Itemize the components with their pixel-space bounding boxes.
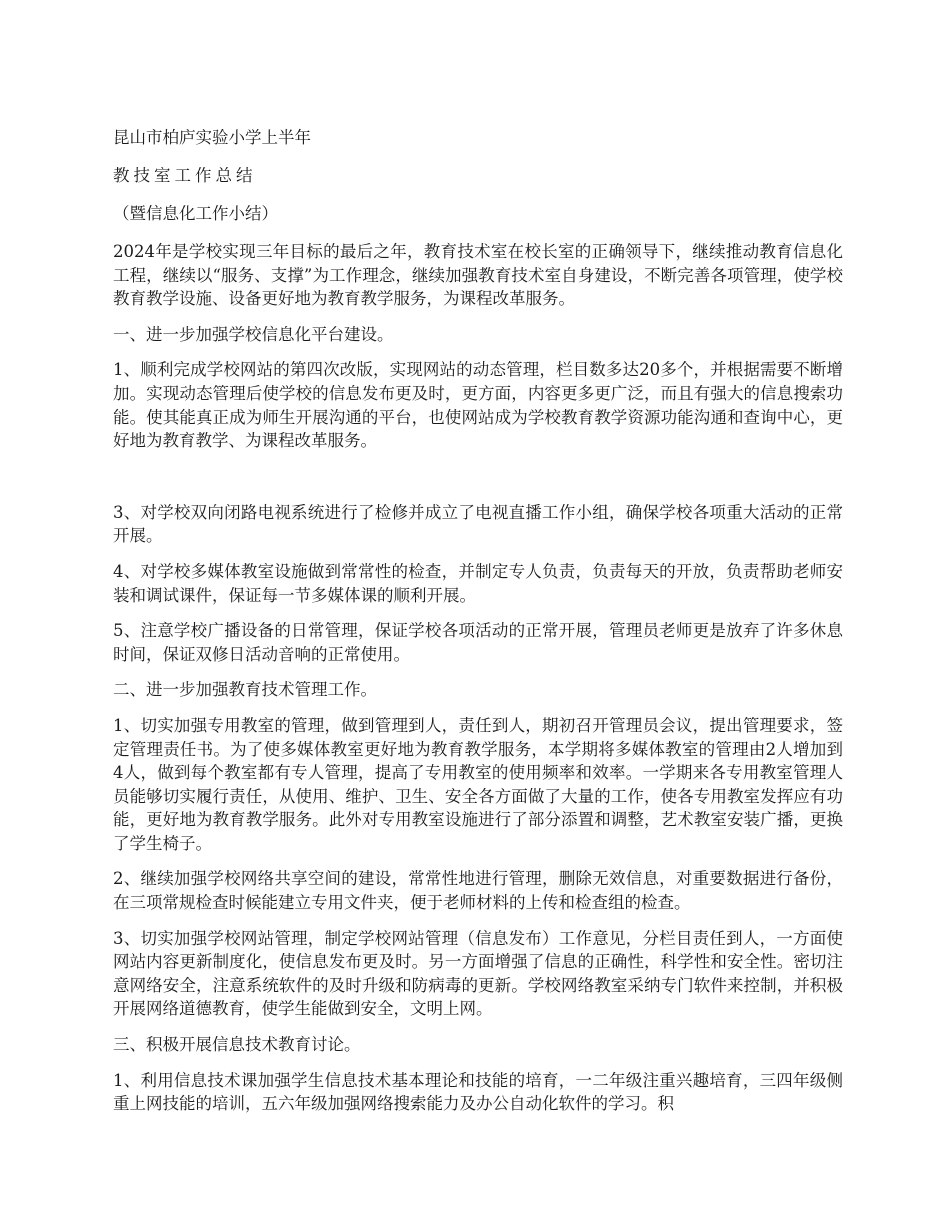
document-page <box>113 126 843 1128</box>
section-2-item-2: 2、继续加强学校网络共享空间的建设，常常性地进行管理，删除无效信息，对重要数据进行备份，在三项常规检查时候能建立专用文件夹，便于老师材料的上传和检查组的检查。 <box>113 869 843 913</box>
intro-paragraph: 2024年是学校实现三年目标的最后之年，教育技术室在校长室的正确领导下，继续推动教育信息化工程，继续以“服务、支撑”为工作理念，继续加强教育技术室自身建设，不断完善各项管理，使学校教育教学设施、设备更好地为教育教学服务，为课程改革服务。 <box>113 242 843 309</box>
section-1-item-4: 4、对学校多媒体教室设施做到常常性的检查，并制定专人负责，负责每天的开放，负责帮助老师安装和调试课件，保证每一节多媒体课的顺利开展。 <box>113 561 843 605</box>
section-1-heading: 一、进一步加强学校信息化平台建设。 <box>113 324 394 344</box>
section-3-item-1: 1、利用信息技术课加强学生信息技术基本理论和技能的培育，一二年级注重兴趣培育，三四年级侧重上网技能的培训，五六年级加强网络搜索能力及办公自动化软件的学习。积 <box>113 1070 843 1114</box>
section-1-item-3: 3、对学校双向闭路电视系统进行了检修并成立了电视直播工作小组，确保学校各项重大活动的正常开展。 <box>113 502 843 546</box>
doc-subtitle: （暨信息化工作小结） <box>113 204 278 223</box>
section-2-heading: 二、进一步加强教育技术管理工作。 <box>113 680 377 700</box>
section-1-item-1: 1、顺利完成学校网站的第四次改版，实现网站的动态管理，栏目数多达20多个，并根据需要不断增加。实现动态管理后使学校的信息发布更及时，更方面，内容更多更广泛，而且有强大的信息搜索功能。使其能真正成为师生开展沟通的平台，也使网站成为学校教育教学资源功能沟通和查询中心，更好地为教育教学、为课程改革服务。 <box>113 360 843 451</box>
section-2-item-1: 1、切实加强专用教室的管理，做到管理到人，责任到人，期初召开管理员会议，提出管理要求，签定管理责任书。为了使多媒体教室更好地为教育教学服务，本学期将多媒体教室的管理由2人增加到4人，做到每个教室都有专人管理，提高了专用教室的使用频率和效率。一学期来各专用教室管理人员能够切实履行责任，从使用、维护、卫生、安全各方面做了大量的工作，使各专用教室发挥应有功能，更好地为教育教学服务。此外对专用教室设施进行了部分添置和调整，艺术教室安装广播，更换了学生椅子。 <box>113 715 843 853</box>
doc-title-school: 昆山市柏庐实验小学上半年 <box>113 128 311 147</box>
doc-title-main: 教技室工作总结 <box>113 166 257 185</box>
blank-gap <box>113 465 843 501</box>
section-2-item-3: 3、切实加强学校网站管理，制定学校网站管理（信息发布）工作意见，分栏目责任到人，一方面使网站内容更新制度化，使信息发布更及时。另一方面增强了信息的正确性，科学性和安全性。密切注意网络安全，注意系统软件的及时升级和防病毒的更新。学校网络教室采纳专门软件来控制，并积极开展网络道德教育，使学生能做到安全，文明上网。 <box>113 928 843 1019</box>
section-1-item-5: 5、注意学校广播设备的日常管理，保证学校各项活动的正常开展，管理员老师更是放弃了许多休息时间，保证双修日活动音响的正常使用。 <box>113 621 843 664</box>
section-3-heading: 三、积极开展信息技术教育讨论。 <box>113 1035 361 1055</box>
